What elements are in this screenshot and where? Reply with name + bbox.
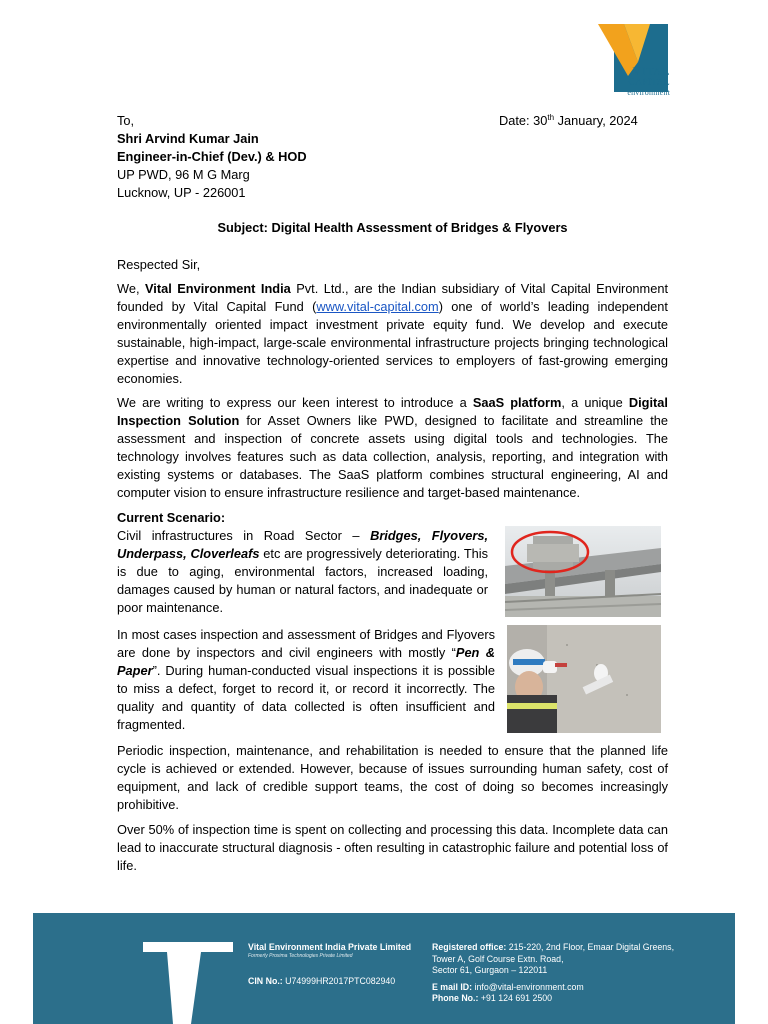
footer-formerly: Formerly Proxima Technologies Private Limited <box>248 953 353 959</box>
footer-company-block <box>248 942 411 960</box>
recipient-designation: Engineer-in-Chief (Dev.) & HOD <box>117 149 307 164</box>
paragraph-pen-paper: In most cases inspection and assessment of Bridges and Flyovers are done by inspectors and civil engineers with mostly “Pen & Paper”. During human-conducted visual inspections it is possible to miss a defect, forget to record it, or record it incorrectly. The quality and quantity of data collected is often insufficient and fragmented. <box>117 627 495 732</box>
recipient-address <box>117 112 668 202</box>
address-to: To, <box>117 113 135 128</box>
address-line-2: Lucknow, UP - 226001 <box>117 185 246 200</box>
letterhead-footer <box>33 913 735 1024</box>
inspector-photo <box>507 625 661 733</box>
footer-email: E mail ID: info@vital-environment.com <box>432 981 584 992</box>
footer-contact-block <box>432 942 674 1005</box>
recipient-name: Shri Arvind Kumar Jain <box>117 131 259 146</box>
footer-cin: CIN No.: U74999HR2017PTC082940 <box>248 976 396 986</box>
logo-text-environment: environment <box>627 88 670 97</box>
current-scenario-heading: Current Scenario: <box>117 510 226 525</box>
paragraph-intro: We, Vital Environment India Pvt. Ltd., are the Indian subsidiary of Vital Capital Environment founded by Vital Capital Fund (www.vital-capital.com) one of world’s leading independent environmentally oriented impact investment private equity fund. We develop and execute sustainable, high-impact, large-scale environmental infrastructure projects bringing technological expertise and innovative technology-oriented services to employers of fast-growing emerging economies. <box>117 281 669 386</box>
paragraph-saas: We are writing to express our keen interest to introduce a SaaS platform, a unique Digital Inspection Solution for Asset Owners like PWD, designed to facilitate and streamline the assessment and inspection of concrete assets using digital tools and technologies. The technology involves features such as data collection, analysis, reporting, and integration with existing systems or databases. The SaaS platform combines structural engineering, AI and computer vision to ensure infrastructure resilience and target-based maintenance. <box>117 395 668 500</box>
footer-office-line-1: Registered office: 215-220, 2nd Floor, Emaar Digital Greens, <box>432 942 675 952</box>
paragraph-maintenance: Periodic inspection, maintenance, and rehabilitation is needed to ensure that the planned life cycle is achieved or extended. However, because of issues surrounding human safety, cost of equipment, and lack of credible support teams, the cost of doing so becomes increasingly prohibitive. <box>117 743 668 812</box>
bridge-damage-photo <box>505 526 661 617</box>
letter-date: Date: 30th January, 2024 <box>499 113 638 128</box>
logo-text-vital: VITAL <box>632 64 670 78</box>
paragraph-inspection-time: Over 50% of inspection time is spent on collecting and processing this data. Incomplete data can lead to inaccurate structural diagnosis - often resulting in catastrophic failure and potential loss of life. <box>117 822 668 873</box>
footer-office-line-2: Tower A, Golf Course Extn. Road, <box>432 953 564 964</box>
letter-subject: Subject: Digital Health Assessment of Bridges & Flyovers <box>217 220 568 235</box>
footer-logo-mark <box>143 942 233 1024</box>
footer-phone: Phone No.: +91 124 691 2500 <box>432 993 553 1003</box>
website-link[interactable]: www.vital-capital.com <box>316 299 439 314</box>
logo-text-capital: CAPITAL <box>628 78 670 88</box>
salutation: Respected Sir, <box>117 257 201 272</box>
address-line-1: UP PWD, 96 M G Marg <box>117 167 250 182</box>
footer-company-name: Vital Environment India Private Limited <box>248 942 412 952</box>
paragraph-deterioration: Civil infrastructures in Road Sector – Bridges, Flyovers, Underpass, Cloverleafs etc are progressively deteriorating. This is due to aging, environmental factors, increased loading, damages caused by human or natural factors, and inadequate or poor maintenance. <box>117 528 488 615</box>
footer-office-line-3: Sector 61, Gurgaon – 122011 <box>432 965 548 975</box>
